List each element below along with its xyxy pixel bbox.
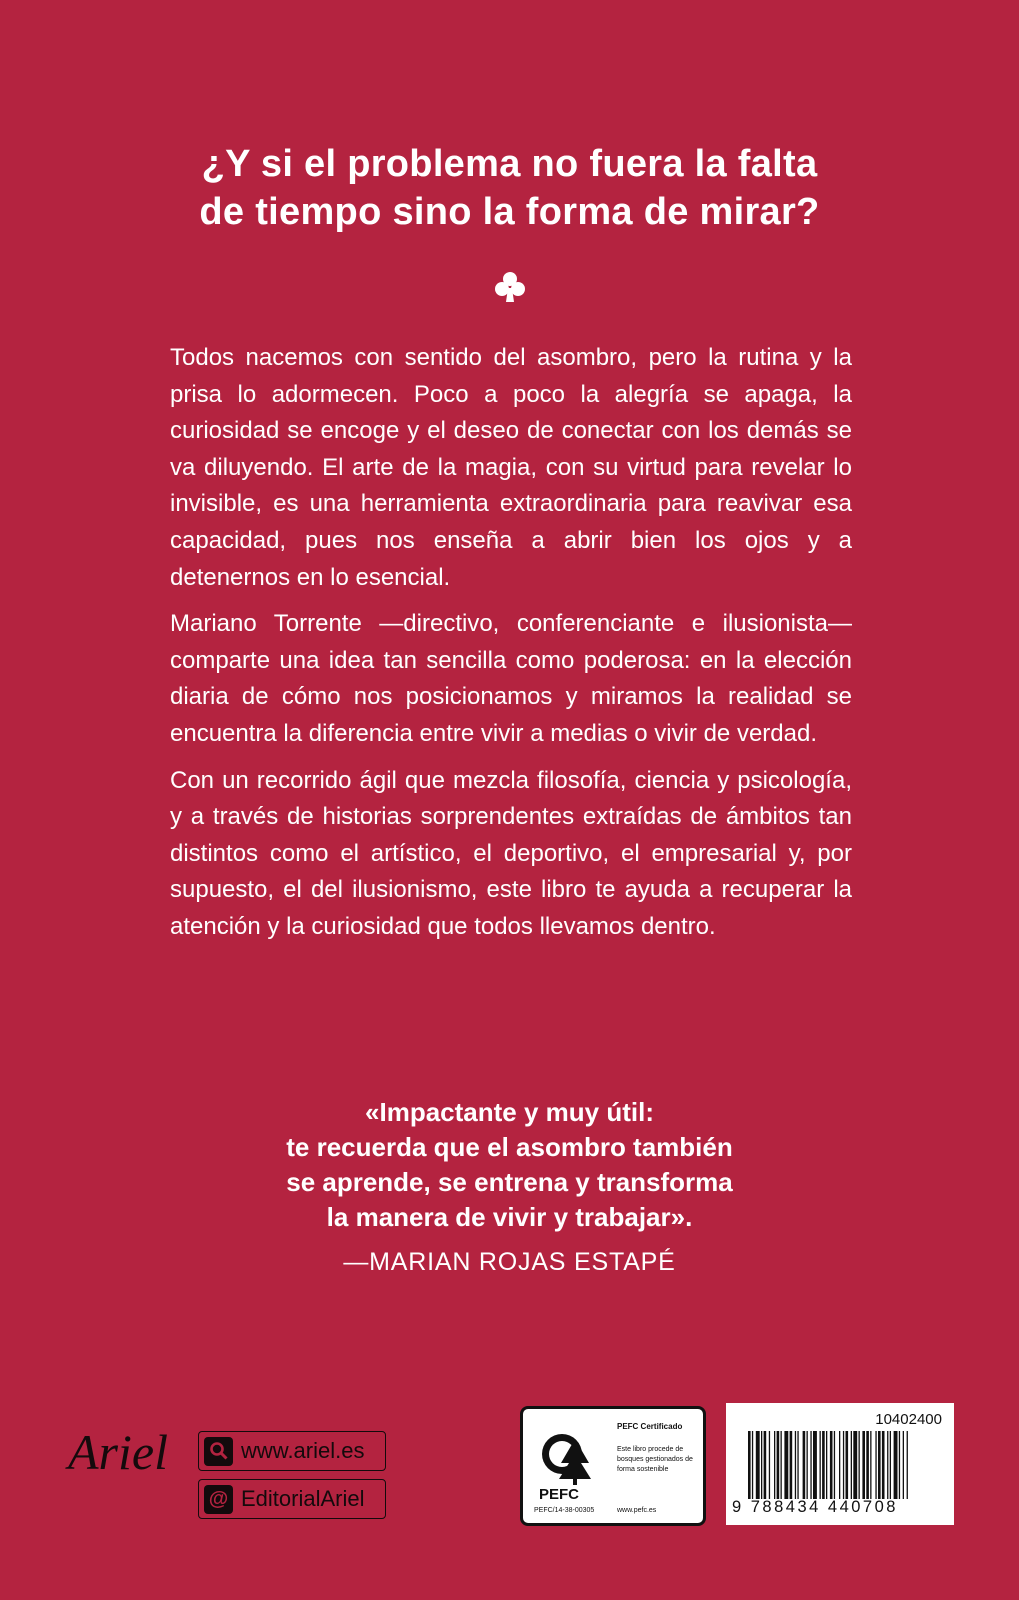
quote-line-1: «Impactante y muy útil: (365, 1097, 654, 1127)
headline (0, 140, 1019, 236)
barcode-bar (882, 1431, 885, 1499)
book-description (170, 340, 852, 956)
barcode-bar (764, 1431, 767, 1499)
barcode-bar (862, 1431, 865, 1499)
barcode-bar (826, 1431, 827, 1499)
club-suit-icon (493, 270, 527, 304)
barcode-bar (748, 1431, 751, 1499)
barcode-bar (887, 1431, 888, 1499)
barcode-bar (790, 1431, 793, 1499)
headline-line-1: ¿Y si el problema no fuera la falta (201, 143, 818, 185)
barcode-bar (834, 1431, 835, 1499)
description-paragraph-2: Mariano Torrente —directivo, conferenciante e ilusionista— comparte una idea tan sencilla como poderosa: en la elección diaria de cómo nos posicionamos y miramos la realidad se encuentra la diferencia entre vivir a medias o vivir de verdad. (170, 610, 852, 747)
social-handle[interactable]: EditorialAriel (241, 1486, 365, 1511)
barcode-bar (752, 1431, 753, 1499)
pefc-mark-text: PEFC (539, 1486, 580, 1503)
barcode-number: 10402400 (875, 1411, 942, 1428)
barcode-bar (761, 1431, 762, 1499)
quote-line-4: la manera de vivir y trabajar». (326, 1202, 693, 1232)
barcode-bar (890, 1431, 891, 1499)
barcode-bar (810, 1431, 811, 1499)
pefc-title: PEFC Certificado (617, 1422, 683, 1431)
description-paragraph-1: Todos nacemos con sentido del asombro, pero la rutina y la prisa lo adormecen. Poco a poco la alegría se apaga, la curiosidad se encoge y el deseo de conectar con los demás se va diluyendo. El arte de la magia, con su virtud para revelar lo invisible, es una herramienta extraordinaria para reavivar esa capacidad, pues nos enseña a abrir bien los ojos y a detenernos en lo esencial. (170, 344, 852, 591)
barcode (726, 1403, 954, 1525)
barcode-bar (830, 1431, 833, 1499)
barcode-bar (781, 1431, 782, 1499)
barcode-bar (822, 1431, 825, 1499)
website-link[interactable]: www.ariel.es (241, 1438, 365, 1463)
pefc-description: Este libro procede de bosques gestionados de forma sostenible (617, 1446, 693, 1473)
quote-line-2: te recuerda que el asombro también (286, 1132, 733, 1162)
barcode-bar (866, 1431, 869, 1499)
barcode-bar (846, 1431, 849, 1499)
blurb-quote (0, 1095, 1019, 1235)
barcode-bar (839, 1431, 840, 1499)
barcode-bar (903, 1431, 904, 1499)
search-icon (204, 1437, 233, 1466)
barcode-bar (774, 1431, 775, 1499)
barcode-bar (878, 1431, 881, 1499)
barcode-bar (870, 1431, 871, 1499)
barcode-bar (813, 1431, 817, 1499)
social-badge[interactable] (198, 1479, 386, 1519)
pefc-url: www.pefc.es (617, 1507, 657, 1514)
pefc-tree-logo-icon (535, 1425, 605, 1503)
barcode-bar (843, 1431, 844, 1499)
barcode-bar (756, 1431, 760, 1499)
barcode-bar (859, 1431, 860, 1499)
barcode-bar (803, 1431, 806, 1499)
barcode-bar (875, 1431, 876, 1499)
at-sign-icon: @ (204, 1485, 233, 1514)
isbn-digits: 9 788434 440708 (732, 1498, 898, 1516)
publisher-logo: Ariel (68, 1424, 168, 1480)
barcode-bar (907, 1431, 908, 1499)
barcode-bar (851, 1431, 852, 1499)
barcode-bars (748, 1431, 944, 1499)
barcode-bar (769, 1431, 770, 1499)
website-badge[interactable] (198, 1431, 386, 1471)
description-paragraph-3: Con un recorrido ágil que mezcla filosofía, ciencia y psicología, y a través de historias sorprendentes extraídas de ámbitos tan distintos como el artístico, el deportivo, el empresarial y, por supuesto, el del ilusionismo, este libro te ayuda a recuperar la atención y la curiosidad que todos llevamos dentro. (170, 766, 852, 940)
barcode-bar (894, 1431, 898, 1499)
barcode-bar (784, 1431, 788, 1499)
barcode-bar (820, 1431, 821, 1499)
headline-line-2: de tiempo sino la forma de mirar? (199, 191, 820, 233)
barcode-bar (899, 1431, 900, 1499)
barcode-bar (777, 1431, 780, 1499)
barcode-bar (795, 1431, 796, 1499)
quote-author: —MARIAN ROJAS ESTAPÉ (343, 1248, 676, 1276)
quote-line-3: se aprende, se entrena y transforma (286, 1167, 733, 1197)
pefc-certification (520, 1406, 706, 1526)
pefc-code: PEFC/14-38-00305 (534, 1507, 595, 1514)
barcode-bar (807, 1431, 808, 1499)
barcode-bar (853, 1431, 857, 1499)
barcode-bar (797, 1431, 798, 1499)
